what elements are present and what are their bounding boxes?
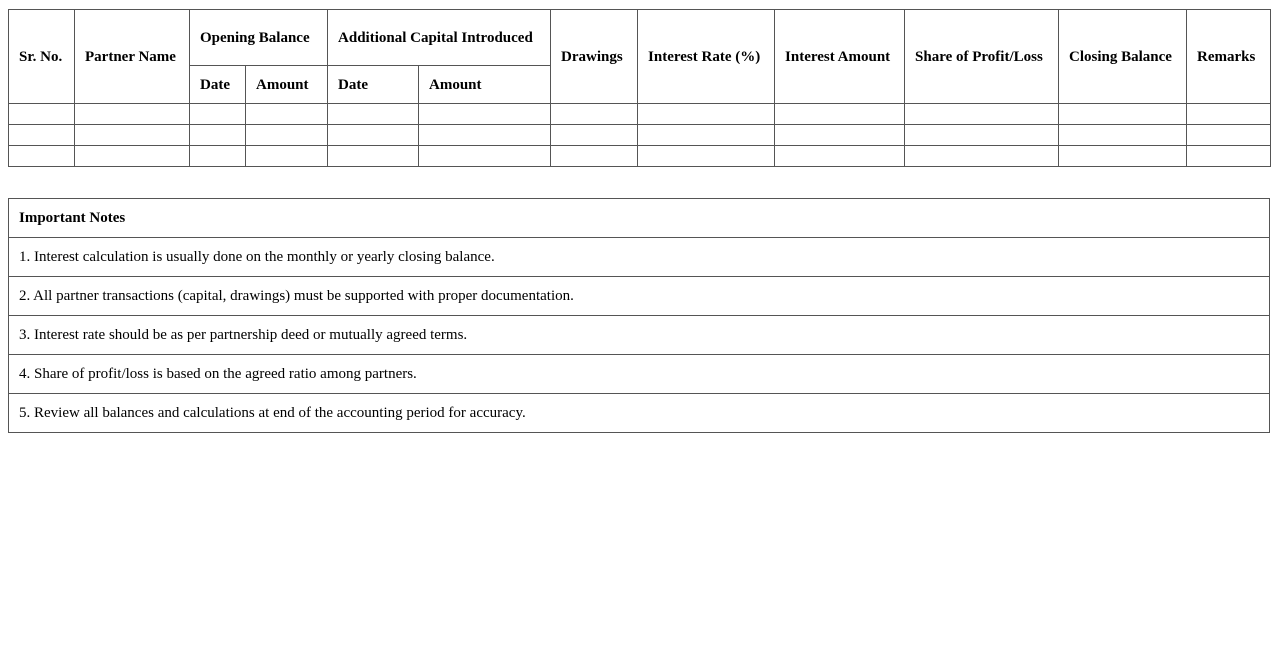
table-cell[interactable] — [190, 125, 246, 146]
table-cell[interactable] — [9, 146, 75, 167]
table-cell[interactable] — [246, 125, 328, 146]
header-share-profit-loss: Share of Profit/Loss — [905, 10, 1059, 104]
note-row — [9, 238, 1270, 277]
table-row — [9, 146, 1271, 167]
note-row — [9, 355, 1270, 394]
table-cell[interactable] — [1187, 104, 1271, 125]
table-cell[interactable] — [75, 104, 190, 125]
table-cell[interactable] — [75, 125, 190, 146]
table-cell[interactable] — [1187, 146, 1271, 167]
note-item: 4. Share of profit/loss is based on the agreed ratio among partners. — [9, 355, 1270, 394]
table-cell[interactable] — [328, 104, 419, 125]
table-cell[interactable] — [190, 104, 246, 125]
notes-title-row — [9, 199, 1270, 238]
header-opening-balance: Opening Balance — [190, 10, 328, 66]
table-cell[interactable] — [419, 146, 551, 167]
table-cell[interactable] — [905, 125, 1059, 146]
table-cell[interactable] — [190, 146, 246, 167]
table-cell[interactable] — [551, 125, 638, 146]
header-additional-capital: Additional Capital Introduced — [328, 10, 551, 66]
note-row — [9, 277, 1270, 316]
header-drawings: Drawings — [551, 10, 638, 104]
table-cell[interactable] — [419, 125, 551, 146]
table-cell[interactable] — [775, 146, 905, 167]
subheader-opening-amount: Amount — [246, 66, 328, 104]
header-interest-rate: Interest Rate (%) — [638, 10, 775, 104]
table-cell[interactable] — [905, 146, 1059, 167]
note-item: 2. All partner transactions (capital, drawings) must be supported with proper documentation. — [9, 277, 1270, 316]
table-cell[interactable] — [328, 125, 419, 146]
header-interest-amount: Interest Amount — [775, 10, 905, 104]
notes-title: Important Notes — [9, 199, 1270, 238]
partner-capital-ledger-table — [8, 9, 1271, 167]
table-cell[interactable] — [328, 146, 419, 167]
table-cell[interactable] — [638, 146, 775, 167]
header-sr-no: Sr. No. — [9, 10, 75, 104]
header-remarks: Remarks — [1187, 10, 1271, 104]
table-row — [9, 125, 1271, 146]
table-cell[interactable] — [1059, 104, 1187, 125]
table-cell[interactable] — [246, 146, 328, 167]
header-closing-balance: Closing Balance — [1059, 10, 1187, 104]
important-notes-table — [8, 198, 1270, 433]
subheader-opening-date: Date — [190, 66, 246, 104]
table-cell[interactable] — [905, 104, 1059, 125]
table-row — [9, 104, 1271, 125]
note-row — [9, 316, 1270, 355]
note-item: 3. Interest rate should be as per partnership deed or mutually agreed terms. — [9, 316, 1270, 355]
table-cell[interactable] — [9, 125, 75, 146]
table-cell[interactable] — [638, 104, 775, 125]
table-cell[interactable] — [1059, 146, 1187, 167]
table-cell[interactable] — [246, 104, 328, 125]
note-row — [9, 394, 1270, 433]
subheader-additional-date: Date — [328, 66, 419, 104]
table-cell[interactable] — [75, 146, 190, 167]
table-cell[interactable] — [419, 104, 551, 125]
header-partner-name: Partner Name — [75, 10, 190, 104]
table-cell[interactable] — [9, 104, 75, 125]
table-cell[interactable] — [551, 146, 638, 167]
table-cell[interactable] — [775, 125, 905, 146]
note-item: 5. Review all balances and calculations at end of the accounting period for accuracy. — [9, 394, 1270, 433]
table-cell[interactable] — [775, 104, 905, 125]
table-cell[interactable] — [1059, 125, 1187, 146]
subheader-additional-amount: Amount — [419, 66, 551, 104]
table-cell[interactable] — [1187, 125, 1271, 146]
note-item: 1. Interest calculation is usually done on the monthly or yearly closing balance. — [9, 238, 1270, 277]
table-cell[interactable] — [551, 104, 638, 125]
table-cell[interactable] — [638, 125, 775, 146]
